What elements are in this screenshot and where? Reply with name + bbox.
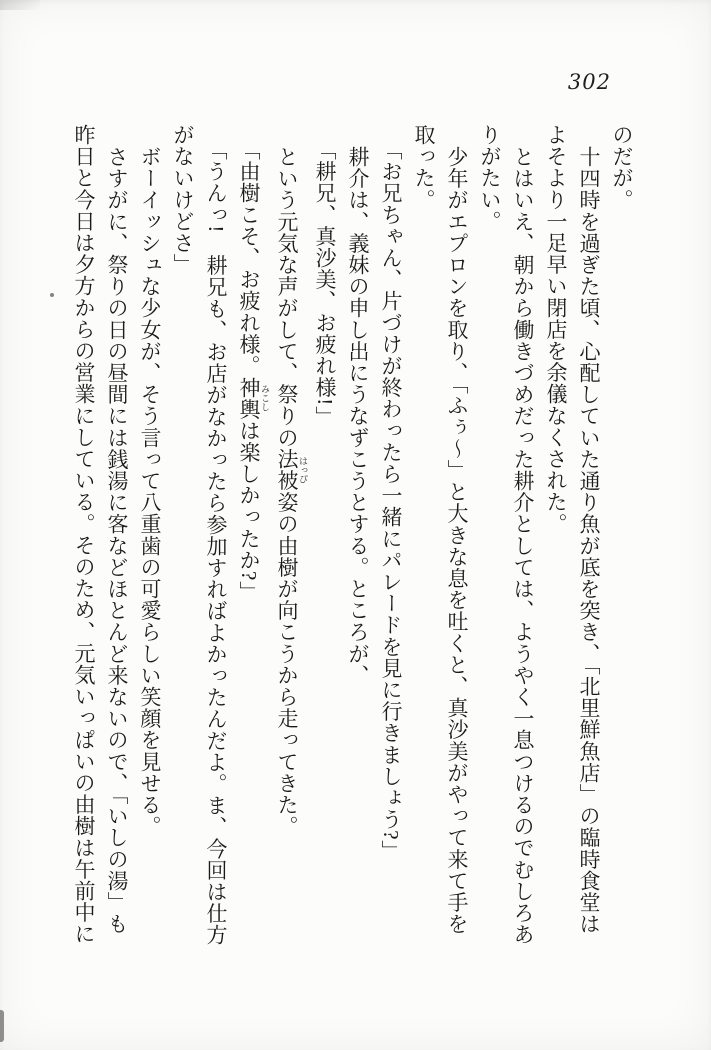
text-line: りがたい。	[478, 124, 502, 232]
ruby-annotated-word: 神輿 みこし	[237, 376, 270, 420]
text-line: 少年がエプロンを取り、「ふぅ〜」と大きな息を吐くと、真沙美がやって来て手を	[445, 146, 469, 935]
text-line: がないけどさ」	[171, 124, 195, 276]
text-line: とはいえ、朝から働きづめだった耕介としては、ようやく一息つけるのでむしろあ	[511, 146, 535, 946]
scan-edge-smudge	[0, 1010, 4, 1042]
scan-speck	[50, 293, 54, 297]
text-line: 昨日と今日は夕方からの営業にしている。そのため、元気いっぱいの由樹は午前中に	[72, 124, 96, 945]
scan-corner-shade	[0, 0, 40, 10]
text-line: 「うんっ! 耕兄も、お店がなかったら参加すればよかったんだよ。ま、今回は仕方	[204, 139, 228, 946]
text-line: のだが。	[610, 124, 634, 211]
text-line: ボーイッシュな少女が、そう言って八重歯の可愛らしい笑顔を見せる。	[138, 146, 162, 838]
text-line: 十四時を過ぎた頃、心配していた通り魚が底を突き、「北里鮮魚店」の臨時食堂は	[577, 146, 601, 935]
text-line: 取った。	[412, 124, 436, 211]
text-line: 耕介は、義妹の申し出にうなずこうとする。ところが、	[346, 146, 370, 686]
text-line: 「由樹こそ、お疲れ様。神輿 みこしは楽しかったか?」	[237, 139, 270, 603]
text-line: という元気な声がして、祭りの法被 はっぴ姿の由樹が向こうから走ってきた。	[275, 146, 308, 838]
text-line: よそより一足早い閉店を余儀なくされた。	[544, 124, 568, 535]
page-number: 302	[567, 70, 611, 94]
ruby-annotated-word: 法被 はっぴ	[275, 448, 308, 492]
text-block	[67, 124, 638, 954]
text-line: 「耕兄、真沙美、お疲れ様!」	[313, 139, 337, 428]
text-line: 「お兄ちゃん、片づけが終わったら一緒にパレードを見に行きましょう?」	[379, 139, 403, 862]
text-line: さすがに、祭りの日の昼間には銭湯に客などほとんど来ないので、「いしの湯」も	[105, 146, 129, 935]
